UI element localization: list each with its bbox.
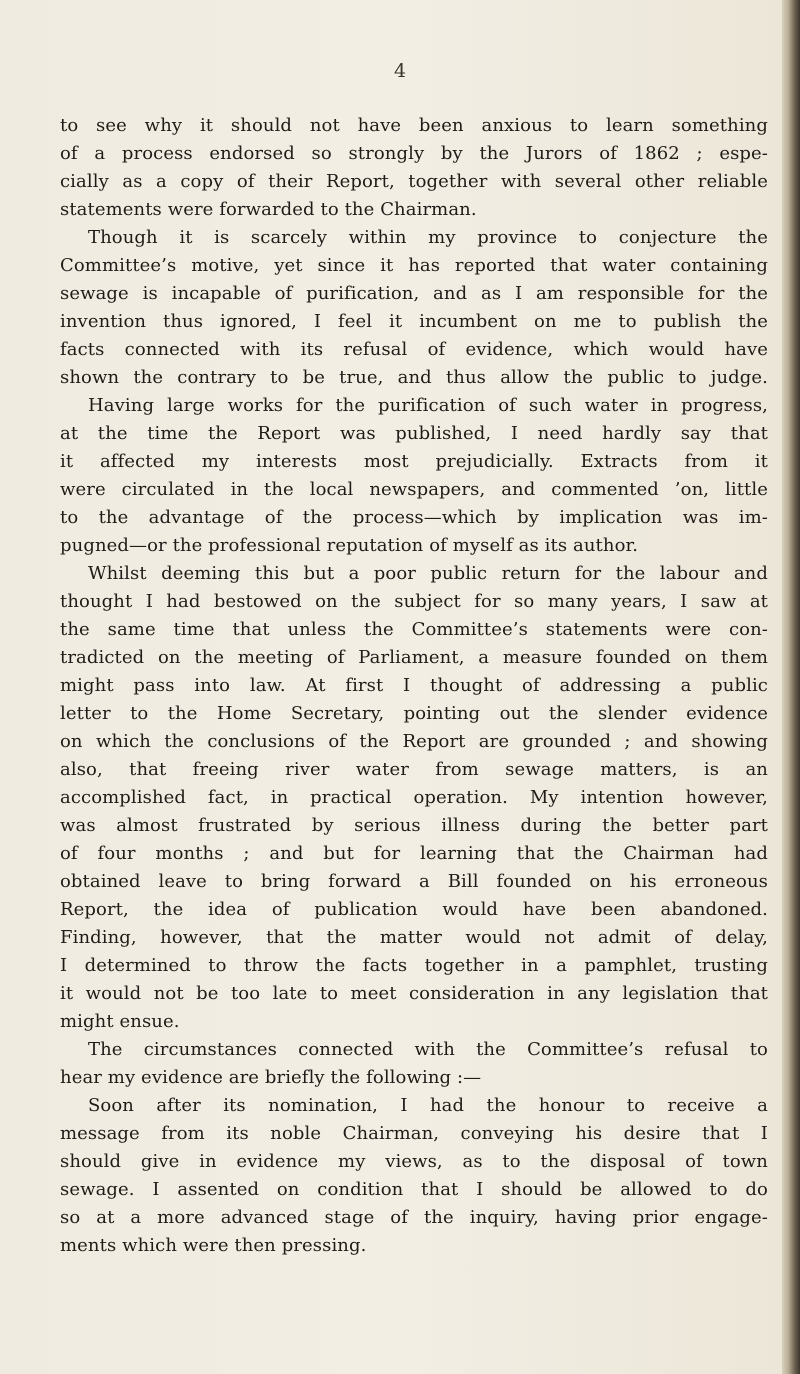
text-line: statements were forwarded to the Chairman. xyxy=(60,199,477,220)
text-line: might ensue. xyxy=(60,1011,180,1032)
text-line: at the time the Report was published, I need hardly say that xyxy=(60,423,768,444)
text-line: it would not be too late to meet consideration in any legislation that xyxy=(60,983,768,1004)
text-line: cially as a copy of their Report, together with several other reliable xyxy=(60,171,768,192)
text-line: shown the contrary to be true, and thus allow the public to judge. xyxy=(60,367,768,388)
text-line: the same time that unless the Committee’s statements were con- xyxy=(60,619,768,640)
text-line: Finding, however, that the matter would not admit of delay, xyxy=(60,927,768,948)
text-line: The circumstances connected with the Committee’s refusal to xyxy=(88,1039,768,1060)
paragraph xyxy=(60,560,768,1036)
text-line: message from its noble Chairman, conveying his desire that I xyxy=(60,1123,768,1144)
text-line: hear my evidence are briefly the following :— xyxy=(60,1067,482,1088)
text-line: sewage. I assented on condition that I should be allowed to do xyxy=(60,1179,768,1200)
text-line: Report, the idea of publication would have been abandoned. xyxy=(60,899,768,920)
text-line: I determined to throw the facts together in a pamphlet, trusting xyxy=(60,955,768,976)
paragraph xyxy=(60,112,768,224)
text-line: tradicted on the meeting of Parliament, a measure founded on them xyxy=(60,647,768,668)
text-line: Though it is scarcely within my province to conjecture the xyxy=(88,227,768,248)
page-number: 4 xyxy=(393,60,407,82)
paragraph xyxy=(60,1036,768,1092)
text-line: on which the conclusions of the Report are grounded ; and showing xyxy=(60,731,768,752)
paragraph xyxy=(60,1092,768,1260)
page-edge-shadow xyxy=(782,0,800,1374)
text-line: were circulated in the local newspapers, and commented ’on, little xyxy=(60,479,768,500)
text-line: Whilst deeming this but a poor public return for the labour and xyxy=(88,563,768,584)
text-line: of four months ; and but for learning that the Chairman had xyxy=(60,843,768,864)
text-line: to see why it should not have been anxious to learn something xyxy=(60,115,768,136)
text-line: Having large works for the purification of such water in progress, xyxy=(88,395,768,416)
text-line: ments which were then pressing. xyxy=(60,1235,367,1256)
text-line: Committee’s motive, yet since it has reported that water containing xyxy=(60,255,768,276)
text-line: should give in evidence my views, as to the disposal of town xyxy=(60,1151,768,1172)
text-line: it affected my interests most prejudicially. Extracts from it xyxy=(60,451,768,472)
text-line: pugned—or the professional reputation of myself as its author. xyxy=(60,535,639,556)
text-line: letter to the Home Secretary, pointing out the slender evidence xyxy=(60,703,768,724)
text-line: might pass into law. At first I thought of addressing a public xyxy=(60,675,768,696)
text-line: was almost frustrated by serious illness during the better part xyxy=(60,815,768,836)
text-line: of a process endorsed so strongly by the Jurors of 1862 ; espe- xyxy=(60,143,768,164)
paragraph xyxy=(60,224,768,560)
text-line: thought I had bestowed on the subject for so many years, I saw at xyxy=(60,591,768,612)
text-line: invention thus ignored, I feel it incumbent on me to publish the xyxy=(60,311,768,332)
text-line: facts connected with its refusal of evidence, which would have xyxy=(60,339,768,360)
text-line: accomplished fact, in practical operation. My intention however, xyxy=(60,787,768,808)
text-line: also, that freeing river water from sewage matters, is an xyxy=(60,759,768,780)
body-text xyxy=(60,112,768,1260)
text-line: sewage is incapable of purification, and as I am responsible for the xyxy=(60,283,768,304)
text-line: so at a more advanced stage of the inquiry, having prior engage- xyxy=(60,1207,768,1228)
text-line: obtained leave to bring forward a Bill founded on his erroneous xyxy=(60,871,768,892)
text-line: Soon after its nomination, I had the honour to receive a xyxy=(88,1095,768,1116)
text-line: to the advantage of the process—which by implication was im- xyxy=(60,507,768,528)
